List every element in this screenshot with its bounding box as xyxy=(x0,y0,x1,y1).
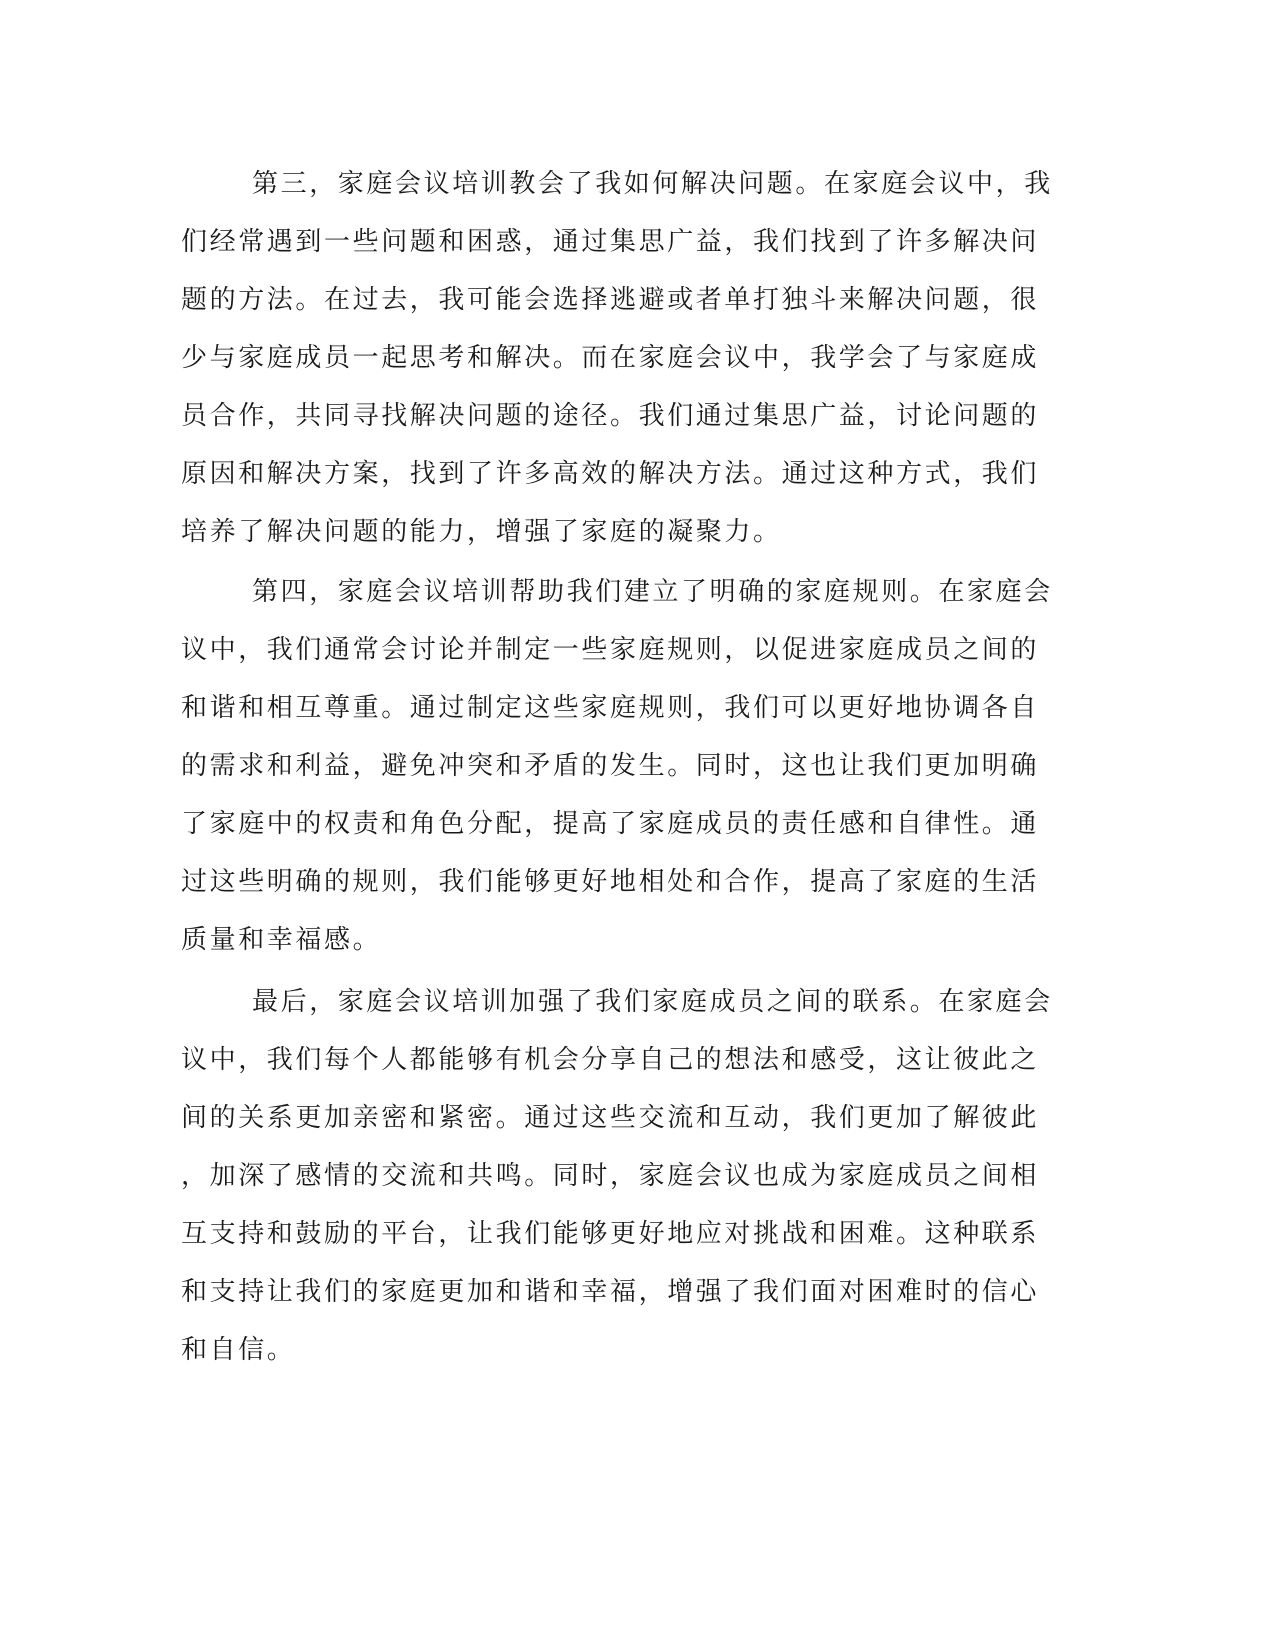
paragraph-2-line-1: 第四，家庭会议培训帮助我们建立了明确的家庭规则。在家庭会 xyxy=(252,577,1053,607)
paragraph-1-line-6: 原因和解决方案，找到了许多高效的解决方法。通过这种方式，我们 xyxy=(181,459,1040,489)
paragraph-2-line-5: 了家庭中的权责和角色分配，提高了家庭成员的责任感和自律性。通 xyxy=(181,809,1040,839)
paragraph-1-line-1: 第三，家庭会议培训教会了我如何解决问题。在家庭会议中，我 xyxy=(252,169,1053,199)
paragraph-2-line-6: 过这些明确的规则，我们能够更好地相处和合作，提高了家庭的生活 xyxy=(181,867,1040,897)
paragraph-3-line-6: 和支持让我们的家庭更加和谐和幸福，增强了我们面对困难时的信心 xyxy=(181,1277,1040,1307)
paragraph-1-line-5: 员合作，共同寻找解决问题的途径。我们通过集思广益，讨论问题的 xyxy=(181,401,1040,431)
paragraph-1-line-2: 们经常遇到一些问题和困惑，通过集思广益，我们找到了许多解决问 xyxy=(181,227,1040,257)
paragraph-1-line-3: 题的方法。在过去，我可能会选择逃避或者单打独斗来解决问题，很 xyxy=(181,285,1040,315)
paragraph-3-line-4: ，加深了感情的交流和共鸣。同时，家庭会议也成为家庭成员之间相 xyxy=(181,1161,1040,1191)
paragraph-2-line-4: 的需求和利益，避免冲突和矛盾的发生。同时，这也让我们更加明确 xyxy=(181,751,1040,781)
paragraph-3-line-3: 间的关系更加亲密和紧密。通过这些交流和互动，我们更加了解彼此 xyxy=(181,1103,1040,1133)
paragraph-1-line-4: 少与家庭成员一起思考和解决。而在家庭会议中，我学会了与家庭成 xyxy=(181,343,1040,373)
paragraph-2-line-2: 议中，我们通常会讨论并制定一些家庭规则，以促进家庭成员之间的 xyxy=(181,635,1040,665)
paragraph-3-line-1: 最后，家庭会议培训加强了我们家庭成员之间的联系。在家庭会 xyxy=(252,987,1053,1017)
paragraph-3-line-2: 议中，我们每个人都能够有机会分享自己的想法和感受，这让彼此之 xyxy=(181,1045,1040,1075)
paragraph-2-line-3: 和谐和相互尊重。通过制定这些家庭规则，我们可以更好地协调各自 xyxy=(181,693,1040,723)
paragraph-3-line-7: 和自信。 xyxy=(181,1335,296,1365)
paragraph-3-line-5: 互支持和鼓励的平台，让我们能够更好地应对挑战和困难。这种联系 xyxy=(181,1219,1040,1249)
paragraph-2-line-7: 质量和幸福感。 xyxy=(181,925,382,955)
paragraph-1-line-7: 培养了解决问题的能力，增强了家庭的凝聚力。 xyxy=(181,517,782,547)
